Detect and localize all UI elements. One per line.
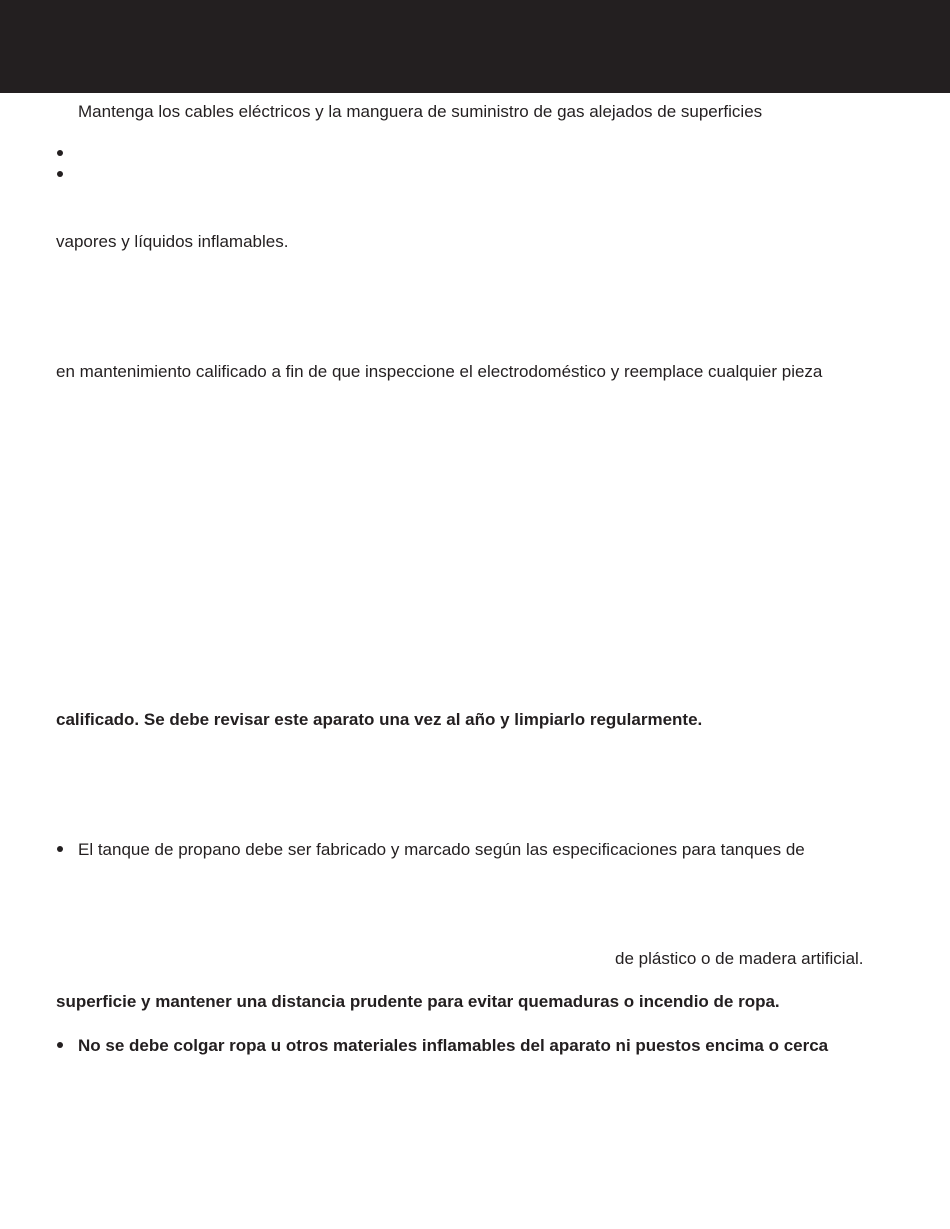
- text-line-6: de plástico o de madera artificial.: [615, 949, 864, 968]
- bullet-point: [57, 171, 63, 177]
- text-line-2: vapores y líquidos inflamables.: [56, 232, 289, 251]
- text-line-1: Mantenga los cables eléctricos y la manguera de suministro de gas alejados de superficies: [78, 102, 763, 121]
- text-line-7: superficie y mantener una distancia prudente para evitar quemaduras o incendio de ropa.: [56, 992, 780, 1011]
- header-bar: [0, 0, 950, 93]
- bullet-point: [57, 846, 63, 852]
- text-line-3: en mantenimiento calificado a fin de que inspeccione el electrodoméstico y reemplace cualquier pieza: [56, 362, 823, 381]
- text-line-5: El tanque de propano debe ser fabricado y marcado según las especificaciones para tanques de: [78, 840, 805, 859]
- text-line-8: No se debe colgar ropa u otros materiales inflamables del aparato ni puestos encima o cerca: [78, 1036, 829, 1055]
- text-line-4: calificado. Se debe revisar este aparato una vez al año y limpiarlo regularmente.: [56, 710, 703, 729]
- bullet-point: [57, 1042, 63, 1048]
- bullet-point: [57, 150, 63, 156]
